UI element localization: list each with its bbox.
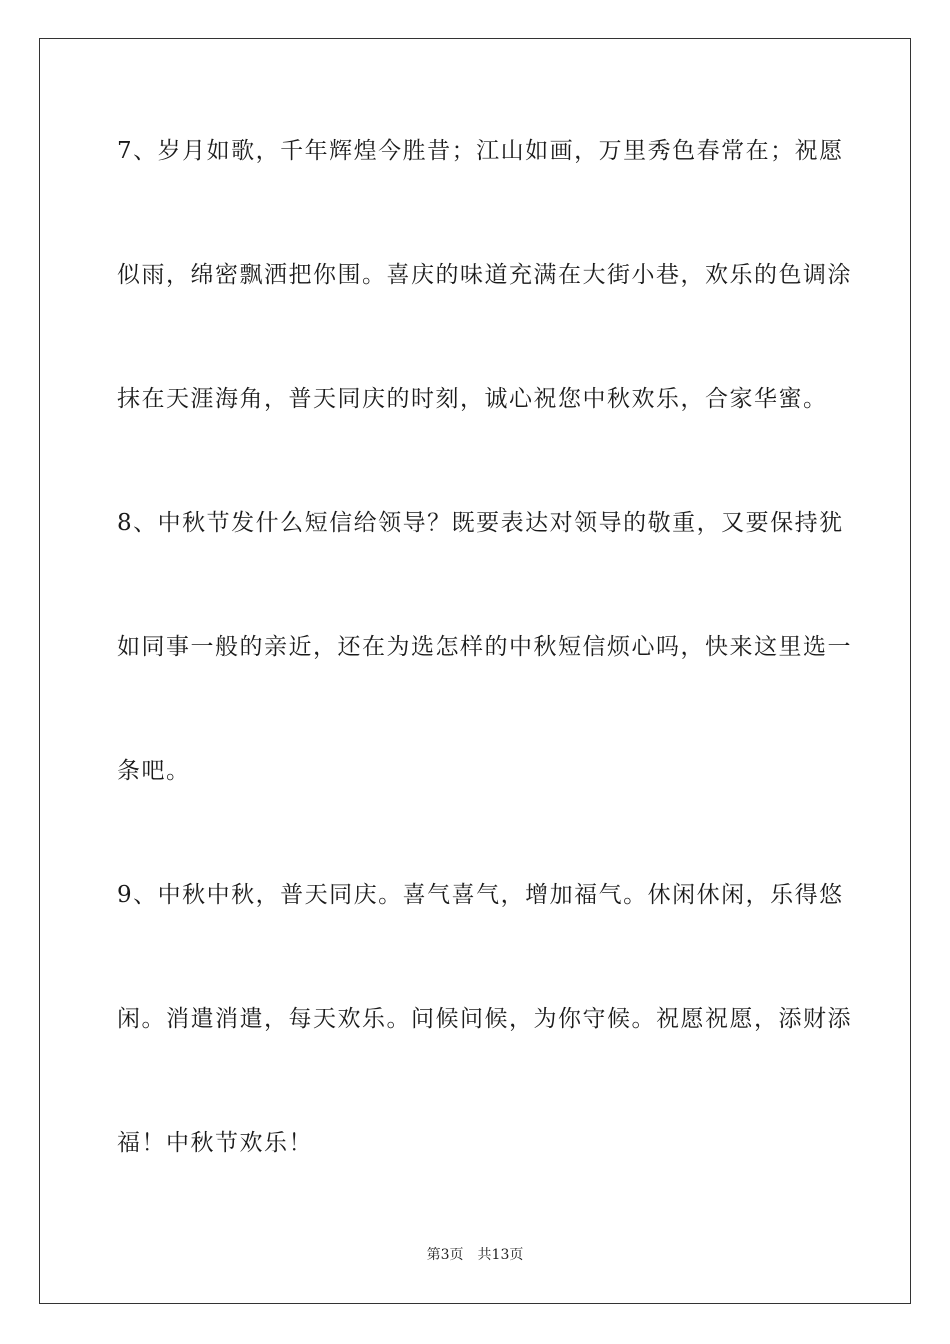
paragraph-7-line-1: 7、岁月如歌，千年辉煌今胜昔；江山如画，万里秀色春常在；祝愿 bbox=[117, 138, 844, 164]
paragraph-9-line-2: 闲。消遣消遣，每天欢乐。问候问候，为你守候。祝愿祝愿，添财添 bbox=[117, 1006, 852, 1032]
page-total: 共13页 bbox=[477, 1247, 524, 1263]
paragraph-8-line-2: 如同事一般的亲近，还在为选怎样的中秋短信烦心吗，快来这里选一 bbox=[117, 634, 852, 660]
paragraph-7-line-3: 抹在天涯海角，普天同庆的时刻，诚心祝您中秋欢乐，合家华蜜。 bbox=[117, 386, 828, 412]
paragraph-8-line-1: 8、中秋节发什么短信给领导？既要表达对领导的敬重，又要保持犹 bbox=[117, 510, 844, 536]
page-number: 第3页 bbox=[426, 1247, 464, 1263]
page-footer bbox=[0, 1246, 950, 1264]
paragraph-9-line-3: 福！中秋节欢乐！ bbox=[117, 1130, 313, 1156]
paragraph-8-line-3: 条吧。 bbox=[117, 758, 191, 784]
paragraph-9-line-1: 9、中秋中秋，普天同庆。喜气喜气，增加福气。休闲休闲，乐得悠 bbox=[117, 882, 844, 908]
page-border bbox=[39, 38, 911, 1304]
paragraph-7-line-2: 似雨，绵密飘洒把你围。喜庆的味道充满在大街小巷，欢乐的色调涂 bbox=[117, 262, 852, 288]
